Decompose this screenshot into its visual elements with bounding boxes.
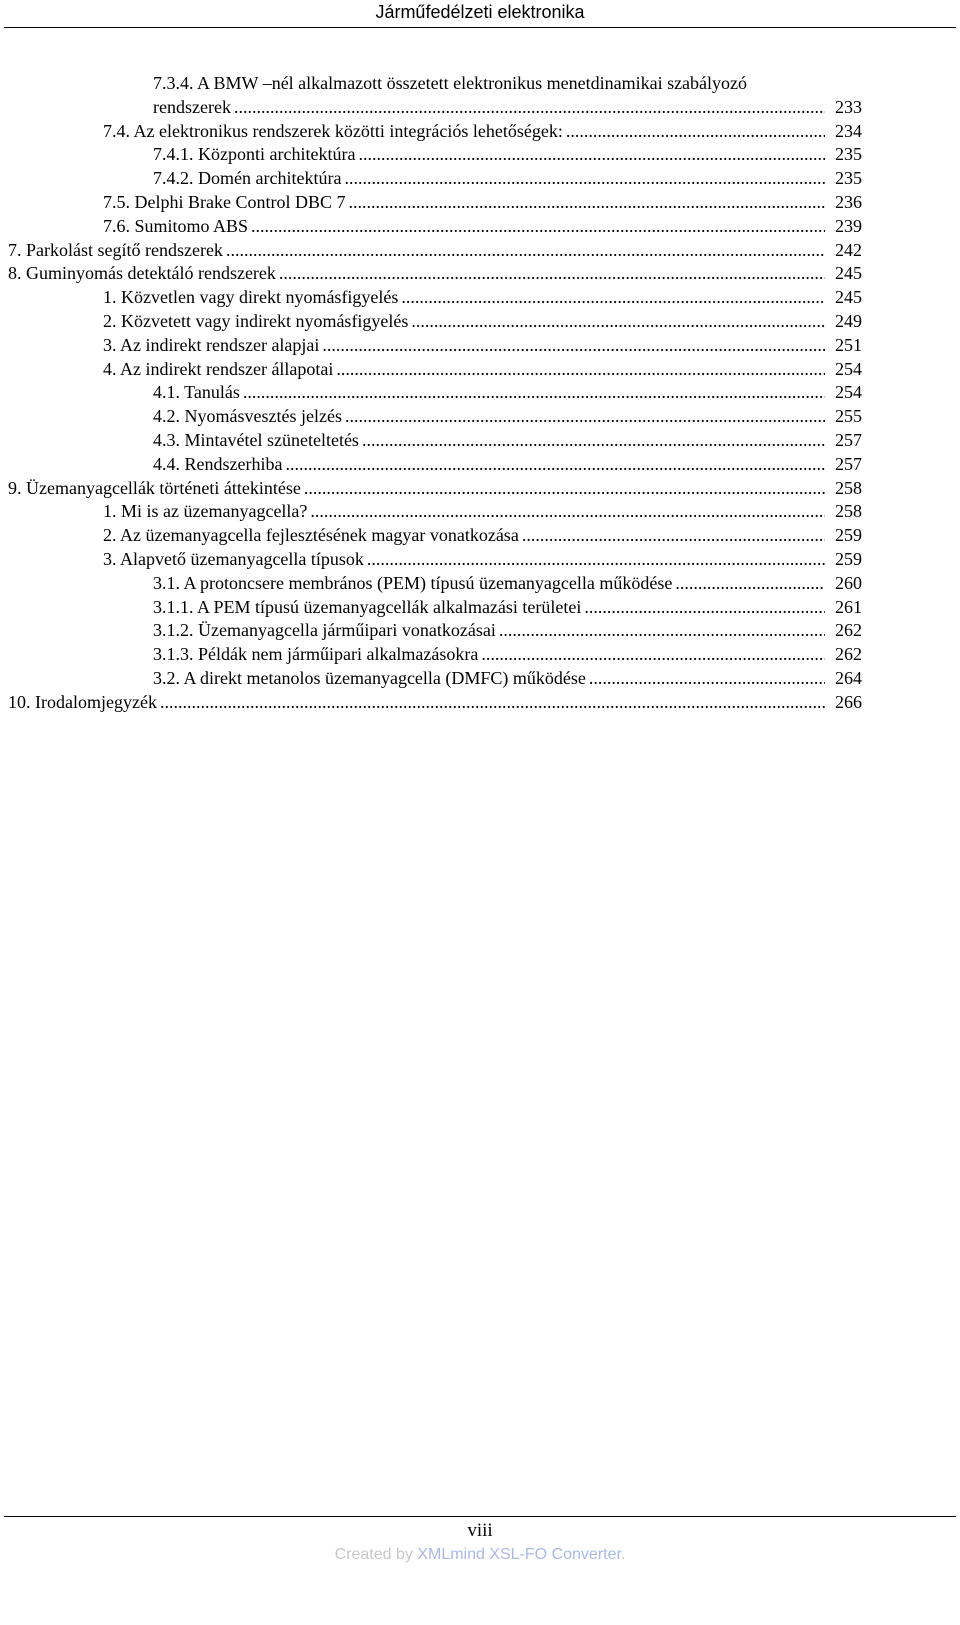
toc-entry-title: 3.1.1. A PEM típusú üzemanyagcellák alkalmazási területei	[153, 596, 582, 617]
toc-entry-page: 249	[835, 311, 862, 331]
toc-entry-page: 236	[835, 192, 862, 212]
toc-entry[interactable]	[103, 119, 862, 143]
toc-entry-page: 239	[835, 215, 862, 236]
toc-entry-title: 7.4. Az elektronikus rendszerek közötti integrációs lehetőségek:	[103, 120, 563, 141]
toc-entry-page: 258	[835, 477, 862, 498]
footer-rule	[4, 1516, 956, 1517]
dot-leader	[344, 166, 825, 190]
toc-entry-title: 10. Irodalomjegyzék	[8, 691, 157, 712]
toc-entry-title: 3.1.3. Példák nem járműipari alkalmazásokra	[153, 644, 479, 665]
toc-entry-title: 4.3. Mintavétel szüneteltetés	[153, 430, 359, 450]
toc-entry[interactable]	[153, 618, 862, 642]
toc-entry[interactable]	[153, 380, 862, 404]
toc-entry-title: 7.4.1. Központi architektúra	[153, 144, 356, 165]
page-number: viii	[467, 1520, 493, 1541]
dot-leader	[411, 309, 825, 333]
dot-leader	[367, 547, 825, 571]
dot-leader	[499, 618, 825, 642]
toc-entry[interactable]	[153, 666, 862, 690]
toc-entry[interactable]	[103, 190, 862, 214]
dot-leader	[310, 499, 825, 523]
toc-entry[interactable]	[8, 476, 862, 500]
toc-entry-title: 3.1.2. Üzemanyagcella járműipari vonatkozásai	[153, 620, 496, 641]
dot-leader	[226, 238, 825, 262]
toc-entry-page: 260	[835, 572, 862, 593]
toc-entry-title: 2. Az üzemanyagcella fejlesztésének magyar vonatkozása	[103, 525, 519, 546]
toc-entry-page: 254	[835, 382, 862, 403]
dot-leader	[522, 523, 825, 547]
dot-leader	[401, 285, 825, 309]
toc-entry[interactable]	[153, 404, 862, 428]
toc-entry[interactable]	[103, 357, 862, 381]
toc-entry-title-line1: 7.3.4. A BMW –nél alkalmazott összetett elektronikus menetdinamikai szabályozó	[153, 73, 748, 93]
toc-entry-title: 4.2. Nyomásvesztés jelzés	[153, 406, 342, 427]
dot-leader	[348, 190, 825, 214]
toc-entry-page: 259	[835, 549, 862, 569]
dot-leader	[584, 595, 825, 619]
toc-entry-title: 4.4. Rendszerhiba	[153, 453, 283, 474]
toc-entry-title: 4. Az indirekt rendszer állapotai	[103, 358, 334, 379]
converter-watermark	[0, 1546, 960, 1564]
dot-leader	[160, 690, 825, 714]
toc-entry[interactable]	[8, 261, 862, 285]
toc-entry-page: 233	[835, 96, 862, 117]
dot-leader	[675, 571, 825, 595]
toc-entry-title: 9. Üzemanyagcellák történeti áttekintése	[8, 477, 301, 498]
toc-entry-page: 266	[835, 691, 862, 712]
dot-leader	[251, 214, 825, 238]
toc-entry-title: rendszerek	[153, 96, 231, 117]
toc-entry-title: 7.6. Sumitomo ABS	[103, 215, 249, 236]
toc-entry[interactable]	[153, 142, 862, 166]
toc-entry-title: 7. Parkolást segítő rendszerek	[8, 239, 223, 260]
dot-leader	[322, 333, 825, 357]
toc-entry-page: 262	[835, 620, 862, 641]
toc-entry[interactable]	[153, 595, 862, 619]
dot-leader	[336, 357, 825, 381]
toc-entry-page: 257	[835, 453, 862, 474]
watermark-prefix: Created by	[334, 1546, 418, 1563]
dot-leader	[589, 666, 825, 690]
toc-entry[interactable]	[103, 214, 862, 238]
toc-entry-page: 245	[835, 263, 862, 284]
running-header: Járműfedélzeti elektronika	[375, 2, 585, 22]
toc-entry-title: 3.2. A direkt metanolos üzemanyagcella (DMFC) működése	[153, 668, 586, 688]
dot-leader	[358, 142, 825, 166]
toc-entry[interactable]	[153, 642, 862, 666]
toc-entry[interactable]	[103, 547, 862, 571]
toc-entry-page: 257	[835, 430, 862, 450]
toc-entry-title: 1. Közvetlen vagy direkt nyomásfigyelés	[103, 287, 399, 308]
toc-entry-page: 251	[835, 334, 862, 355]
toc-entry[interactable]	[153, 166, 862, 190]
toc-entry-title: 7.4.2. Domén architektúra	[153, 168, 342, 189]
toc-entry-page: 235	[835, 144, 862, 165]
dot-leader	[345, 404, 825, 428]
toc-entry-page: 254	[835, 358, 862, 379]
toc-entry-title: 8. Guminyomás detektáló rendszerek	[8, 263, 276, 284]
toc-entry-title: 3. Az indirekt rendszer alapjai	[103, 334, 320, 355]
toc-entry-title: 7.5. Delphi Brake Control DBC 7	[103, 192, 346, 212]
toc-entry-title: 2. Közvetett vagy indirekt nyomásfigyelés	[103, 311, 409, 331]
toc-entry[interactable]	[153, 428, 862, 452]
toc-entry-page: 262	[835, 644, 862, 665]
toc-entry[interactable]	[103, 309, 862, 333]
toc-entry-title: 3.1. A protoncsere membrános (PEM) típusú üzemanyagcella működése	[153, 572, 673, 593]
toc-entry-page: 234	[835, 120, 862, 141]
dot-leader	[243, 380, 825, 404]
toc-entry-page: 245	[835, 287, 862, 308]
toc-entry[interactable]	[103, 499, 862, 523]
toc-entry-page: 235	[835, 168, 862, 189]
watermark-brand: XMLmind XSL-FO Converter	[417, 1546, 621, 1563]
toc-entry-page: 264	[835, 668, 862, 688]
toc-entry-page: 259	[835, 525, 862, 546]
toc-entry[interactable]	[8, 690, 862, 714]
watermark-suffix: .	[620, 1546, 626, 1563]
toc-entry[interactable]	[103, 523, 862, 547]
toc-entry-title: 1. Mi is az üzemanyagcella?	[103, 501, 308, 522]
toc-entry-page: 261	[835, 596, 862, 617]
dot-leader	[362, 428, 825, 452]
toc-entry-page: 258	[835, 501, 862, 522]
toc-entry-page: 255	[835, 406, 862, 427]
toc-entry[interactable]	[8, 238, 862, 262]
toc-entry[interactable]	[153, 571, 862, 595]
dot-leader	[279, 261, 825, 285]
toc-entry[interactable]	[153, 71, 862, 119]
toc-entry-title: 4.1. Tanulás	[153, 382, 240, 403]
dot-leader	[304, 476, 825, 500]
dot-leader	[566, 119, 825, 143]
toc-entry[interactable]	[153, 452, 862, 476]
toc-entry-title: 3. Alapvető üzemanyagcella típusok	[103, 549, 364, 569]
dot-leader	[234, 95, 825, 119]
dot-leader	[285, 452, 825, 476]
toc-entry-page: 242	[835, 239, 862, 260]
toc-entry[interactable]	[103, 285, 862, 309]
dot-leader	[481, 642, 825, 666]
header-rule	[4, 27, 956, 28]
toc-entry[interactable]	[103, 333, 862, 357]
